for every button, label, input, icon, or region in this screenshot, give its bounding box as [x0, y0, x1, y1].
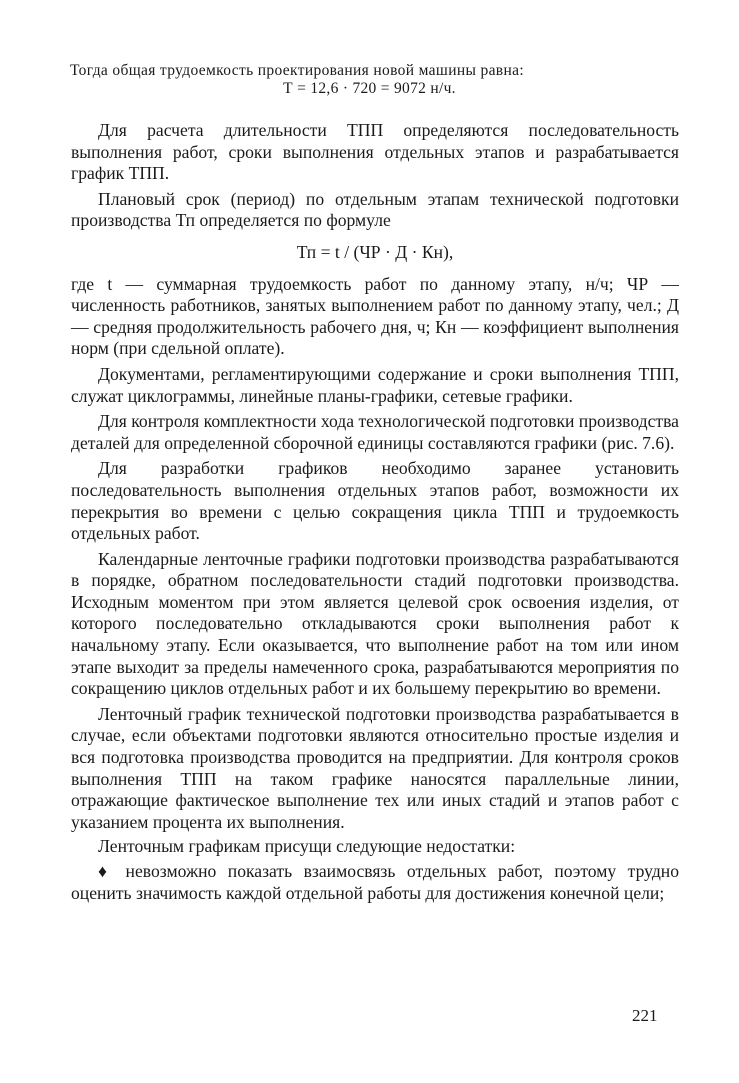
- main-text: [71, 120, 679, 904]
- labor-formula: Т = 12,6 · 720 = 9072 н/ч.: [283, 80, 456, 97]
- paragraph-8: Ленточный график технической подготовки производства разрабатывается в случае, если объектами подготовки являются относительно простые изделия и вся подготовка производства проводится на предприятии. Для контроля сроков выполнения ТПП на таком графике наносятся параллельные линии, отражающие фактическое выполнение тех или иных стадий и этапов работ с указанием процента их выполнения.: [71, 703, 679, 832]
- paragraph-7: Календарные ленточные графики подготовки производства разрабатываются в порядке, обратном последовательности стадий подготовки производства. Исходным моментом при этом является целевой срок освоения изделия, от которого последовательно откладываются сроки выполнения работ к начальному этапу. Если оказывается, что выполнение работ на том или ином этапе выходит за пределы намеченного срока, разрабатываются мероприятия по сокращению циклов отдельных работ и их большему перекрытию во времени.: [71, 548, 679, 699]
- paragraph-4: Документами, регламентирующими содержание и сроки выполнения ТПП, служат циклограммы, линейные планы-графики, сетевые графики.: [71, 363, 679, 406]
- paragraph-1: Для расчета длительности ТПП определяются последовательность выполнения работ, сроки выполнения отдельных этапов и разрабатывается график ТПП.: [71, 120, 679, 184]
- intro-line: Тогда общая трудоемкость проектирования новой машины равна:: [70, 62, 525, 79]
- paragraph-6: Для разработки графиков необходимо заранее установить последовательность выполнения отдельных этапов работ, возможности их перекрытия во времени с целью сокращения цикла ТПП и трудоемкость отдельных работ.: [71, 458, 679, 544]
- paragraph-2: Плановый срок (период) по отдельным этапам технической подготовки производства Тп определяется по формуле: [71, 188, 679, 231]
- period-formula: Тп = t / (ЧР · Д · Кн),: [296, 241, 454, 262]
- page-number: 221: [632, 1006, 658, 1025]
- paragraph-10: ♦ невозможно показать взаимосвязь отдельных работ, поэтому трудно оценить значимость каждой отдельной работы для достижения конечной цели;: [71, 861, 679, 903]
- paragraph-3: где t — суммарная трудоемкость работ по данному этапу, н/ч; ЧР — численность работников, занятых выполнением работ по данному этапу, чел.; Д — средняя продолжительность рабочего дня, ч; Кн — коэффициент выполнения норм (при сдельной оплате).: [71, 273, 679, 359]
- paragraph-5: Для контроля комплектности хода технологической подготовки производства деталей для определенной сборочной единицы составляются графики (рис. 7.6).: [71, 411, 679, 453]
- paragraph-9: Ленточным графикам присущи следующие недостатки:: [98, 836, 516, 857]
